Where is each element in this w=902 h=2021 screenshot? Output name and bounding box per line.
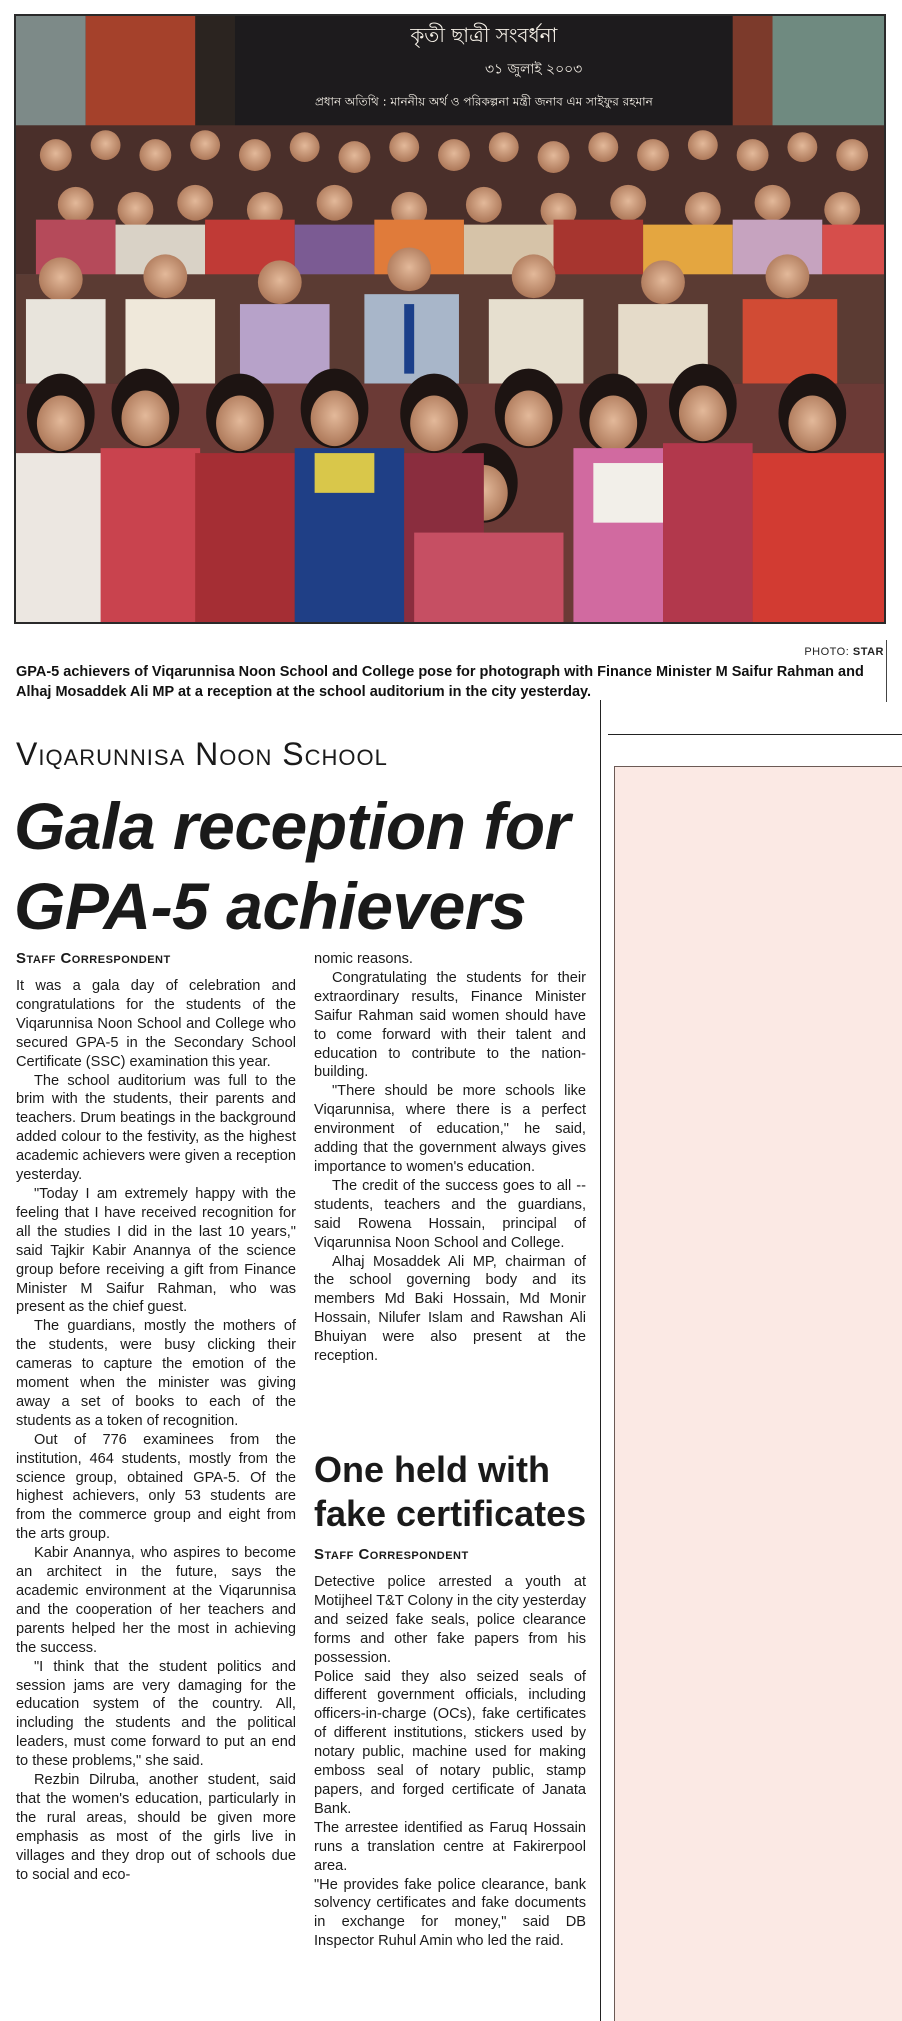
crowd-back-row: [16, 125, 884, 279]
paragraph: nomic reasons.: [314, 951, 413, 967]
caption-rule: [886, 640, 887, 702]
second-article-byline: Staff Correspondent: [314, 1546, 469, 1563]
paragraph: "He provides fake police clearance, bank solvency certificates and fake documents in exchange for money," said DB Inspector Ruhul Amin who led the raid.: [314, 1876, 586, 1950]
photo-credit-source: STAR: [852, 646, 884, 658]
article-column-1: [16, 950, 296, 1885]
crowd-photo-image: [16, 16, 884, 622]
article-body-col1: [16, 977, 296, 1885]
banner-subtitle: প্রধান অতিথি : মাননীয় অর্থ ও পরিকল্পনা মন্ত্রী জনাব এম সাইফুর রহমান: [314, 94, 653, 109]
article-byline: Staff Correspondent: [16, 950, 171, 967]
article-kicker: Viqarunnisa Noon School: [16, 736, 388, 772]
photo-credit: [804, 646, 884, 658]
article-body-col2: [314, 950, 586, 1366]
photo-caption: GPA-5 achievers of Viqarunnisa Noon School and College pose for photograph with Finance Minister M Saifur Rahman and Alhaj Mosaddek Ali MP at a reception at the school auditorium in the city yesterday.: [16, 664, 864, 700]
banner-title: কৃতী ছাত্রী সংবর্ধনা: [410, 23, 558, 47]
paragraph: "There should be more schools like Viqarunnisa, where there is a perfect environment of education," he said, adding that the government always gives importance to women's education.: [314, 1083, 586, 1175]
photo-credit-prefix: PHOTO:: [804, 646, 850, 658]
paragraph: The credit of the success goes to all -- students, teachers and the guardians, said Rowena Hossain, principal of Viqarunnisa Noon School and College.: [314, 1177, 586, 1251]
paragraph: Kabir Anannya, who aspires to become an architect in the future, says the academic environment at the Viqarunnisa and the cooperation of her teachers and parents helped her the most in achieving the success.: [16, 1545, 296, 1656]
paragraph: "I think that the student politics and session jams are very damaging for the education system of the country. All, including the students and the political leaders, must come forward to put an end to these problems," she said.: [16, 1658, 296, 1770]
article-column-2: [314, 950, 586, 1366]
second-article: [314, 1546, 586, 1951]
paragraph: Rezbin Dilruba, another student, said that the women's education, particularly in the rural areas, should be given more emphasis as most of the girls live in villages and they drop out of schools due to social and eco-: [16, 1772, 296, 1883]
paragraph: "Today I am extremely happy with the feeling that I have received recognition for all the studies I did in the last 10 years," said Tajkir Kabir Anannya of the science group before receiving a gift from Finance Minister M Saifur Rahman, who was present as the chief guest.: [16, 1185, 296, 1316]
banner-date: ৩১ জুলাই ২০০৩: [484, 61, 583, 78]
paragraph: It was a gala day of celebration and congratulations for the students of the Viqarunnisa Noon School and College who secured GPA-5 in the Secondary School Certificate (SSC) examination this year.: [16, 978, 296, 1070]
news-photograph: [14, 14, 886, 624]
paragraph: The guardians, mostly the mothers of the students, were busy clicking their cameras to capture the emotion of the moment when the minister was giving away a set of books to each of the students as a token of recognition.: [16, 1318, 296, 1429]
second-article-body: [314, 1573, 586, 1951]
second-article-headline: One held with fake certificates: [314, 1449, 587, 1534]
paragraph: The arrestee identified as Faruq Hossain runs a translation centre at Fakirerpool area.: [314, 1819, 586, 1874]
paragraph: Detective police arrested a youth at Motijheel T&T Colony in the city yesterday and seized fake seals, police clearance forms and other fake papers from his possession.: [314, 1574, 587, 1666]
column-divider: [600, 700, 601, 2021]
paragraph: Out of 776 examinees from the institution, 464 students, mostly from the science group, obtained GPA-5. Of the highest achievers, only 53 students are from the commerce group and eight from the arts group.: [16, 1431, 296, 1543]
paragraph: Congratulating the students for their extraordinary results, Finance Minister Saifur Rahman said women should have to come forward with their talent and education to contribute to the nation-building.: [314, 969, 586, 1081]
right-column-rule: [608, 734, 902, 735]
article-headline: Gala reception for GPA-5 achievers: [14, 789, 570, 943]
paragraph: The school auditorium was full to the brim with the students, their parents and teachers. Drum beatings in the background added colour to the festivity, as the highest academic achievers were given a reception yesterday.: [16, 1072, 296, 1184]
advertisement-space: [614, 766, 902, 2021]
paragraph: Police said they also seized seals of different government officials, including officers-in-charge (OCs), fake certificates of different institutions, stickers used by notary public, machine used for making emboss seal of notary public, stamp papers, and forged certificate of Janata Bank.: [314, 1668, 586, 1817]
paragraph: Alhaj Mosaddek Ali MP, chairman of the school governing body and its members Md Baki Hossain, Md Monir Hossain, Nilufer Islam and Rawshan Ali Bhuiyan were also present at the reception.: [314, 1253, 586, 1365]
crowd-front-row: [16, 364, 884, 622]
